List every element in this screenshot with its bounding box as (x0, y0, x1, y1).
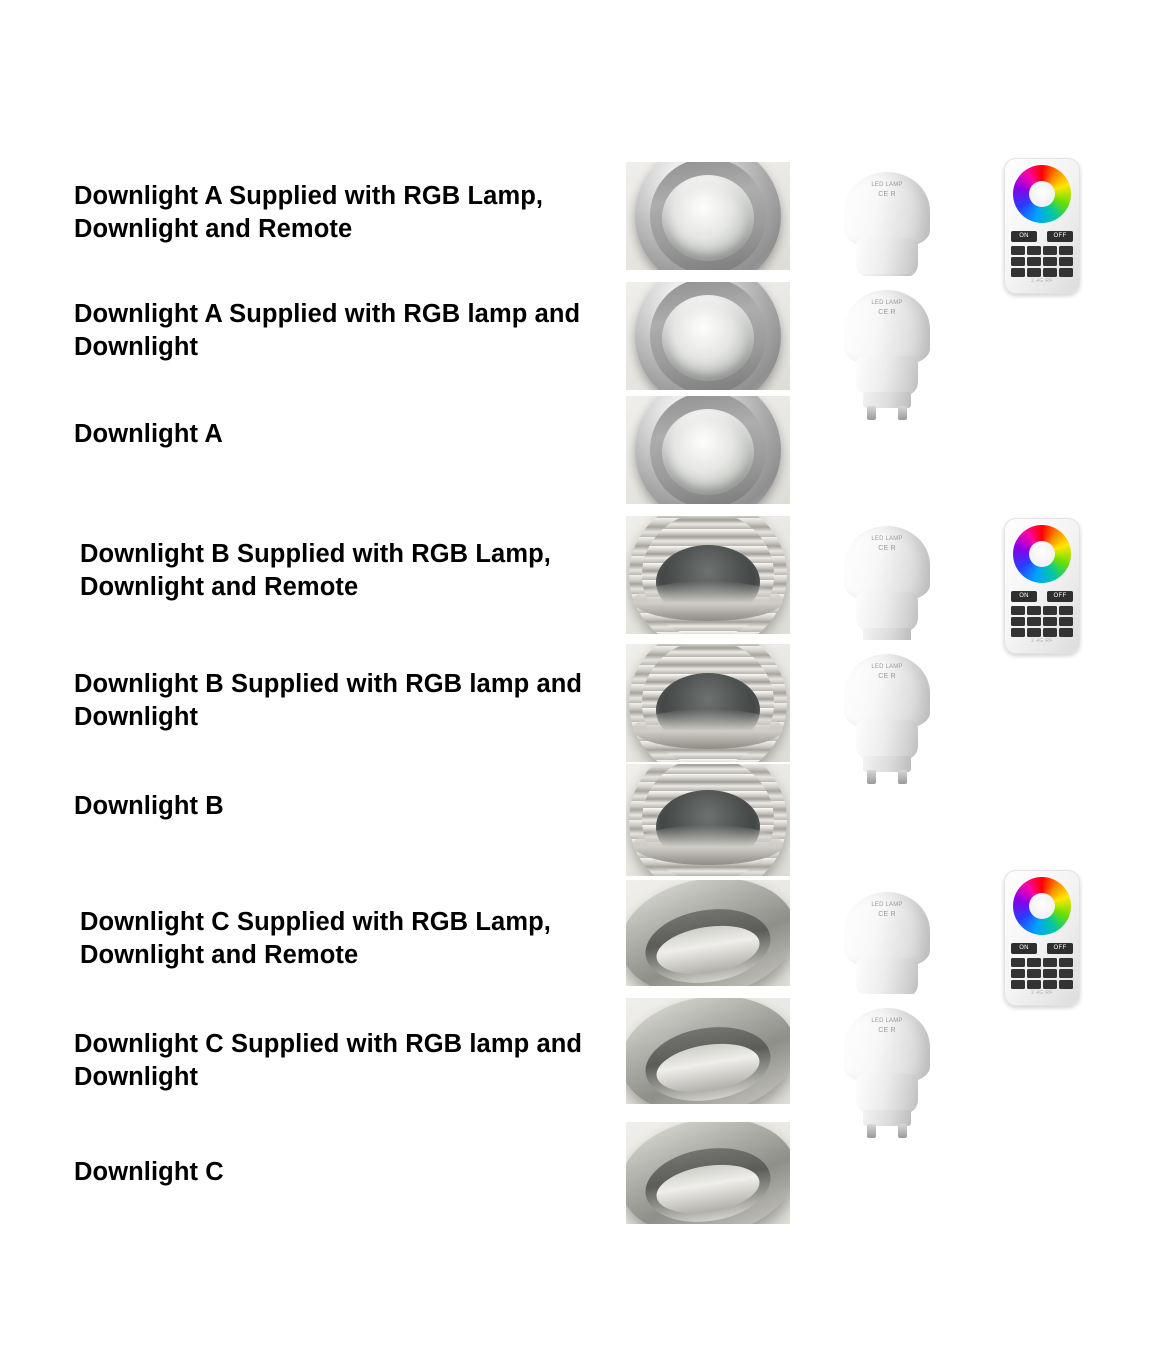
lamp-marking-line2: CE R (878, 191, 896, 198)
remote-off-label: OFF (1047, 591, 1073, 602)
downlight-a-photo (626, 282, 790, 390)
lamp-marking-line2: CE R (878, 545, 896, 552)
lamp-marking-line1: LED LAMP (871, 1018, 903, 1024)
product-row (0, 276, 1155, 392)
remote-off-label: OFF (1047, 943, 1073, 954)
remote-keypad (1011, 958, 1073, 989)
remote-keypad (1011, 606, 1073, 637)
remote-brand-label: 2.4G RF (1031, 638, 1053, 644)
remote-brand-label: 2.4G RF (1031, 990, 1053, 996)
product-row (0, 640, 1155, 760)
product-row (0, 160, 1155, 284)
downlight-b-photo (626, 516, 790, 634)
remote-on-label: ON (1011, 591, 1037, 602)
product-row (0, 392, 1155, 504)
product-row (0, 760, 1155, 880)
row-label: Downlight C Supplied with RGB lamp and Downlight (74, 1030, 583, 1091)
row-label: Downlight B Supplied with RGB Lamp, Downlight and Remote (80, 540, 551, 601)
remote-on-label: ON (1011, 943, 1037, 954)
product-row (0, 880, 1155, 998)
row-label: Downlight A Supplied with RGB lamp and Downlight (74, 300, 581, 361)
downlight-c-photo (626, 998, 790, 1104)
lamp-marking-line1: LED LAMP (871, 902, 903, 908)
row-label: Downlight A (74, 420, 223, 448)
product-row (0, 516, 1155, 644)
product-row (0, 1122, 1155, 1244)
downlight-a-photo (626, 162, 790, 270)
row-label: Downlight B (74, 792, 224, 820)
lamp-marking-line1: LED LAMP (871, 300, 903, 306)
lamp-marking-line2: CE R (878, 1027, 896, 1034)
remote-brand-label: 2.4G RF (1031, 278, 1053, 284)
lamp-marking-line2: CE R (878, 673, 896, 680)
lamp-marking-line1: LED LAMP (871, 536, 903, 542)
remote-keypad (1011, 246, 1073, 277)
downlight-c-photo (626, 1122, 790, 1224)
row-label: Downlight A Supplied with RGB Lamp, Downlight and Remote (74, 182, 544, 243)
downlight-b-photo (626, 764, 790, 876)
remote-off-label: OFF (1047, 231, 1073, 242)
lamp-marking-line1: LED LAMP (871, 664, 903, 670)
row-label: Downlight C (74, 1158, 224, 1186)
lamp-marking-line2: CE R (878, 911, 896, 918)
downlight-a-photo (626, 396, 790, 504)
remote-on-label: ON (1011, 231, 1037, 242)
rgb-remote-photo (990, 866, 1094, 1014)
lamp-marking-line2: CE R (878, 309, 896, 316)
row-label: Downlight C Supplied with RGB Lamp, Downlight and Remote (80, 908, 551, 969)
downlight-c-photo (626, 880, 790, 986)
row-label: Downlight B Supplied with RGB lamp and Downlight (74, 670, 583, 731)
lamp-marking-line1: LED LAMP (871, 182, 903, 188)
downlight-b-photo (626, 644, 790, 762)
product-row (0, 998, 1155, 1116)
